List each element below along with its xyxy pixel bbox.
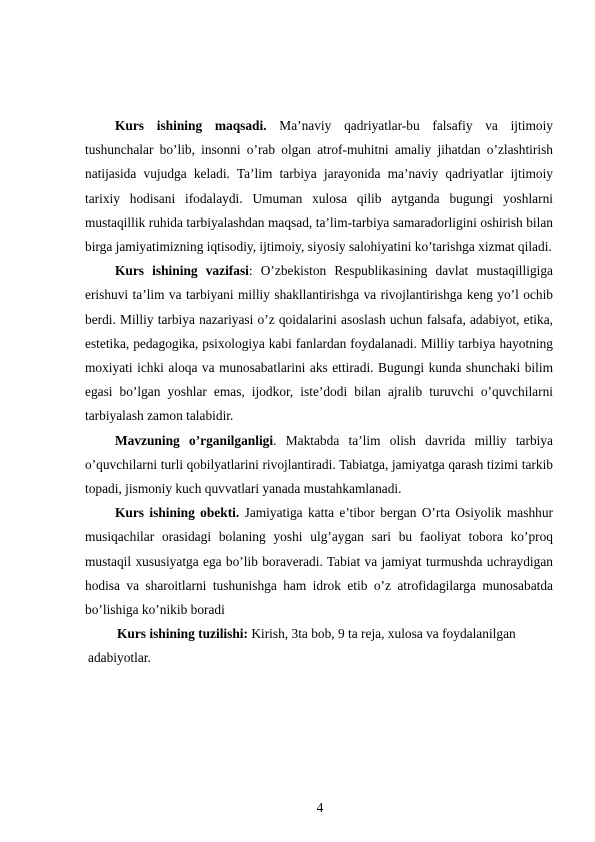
paragraph-obekti (85, 501, 553, 622)
text-organilganligi: . Maktabda ta’lim olish davrida milliy tarbiya o’quvchilarni turli qobilyatlarini rivojlantiradi. Tabiatga, jamiyatga qarash tizimi tarkib topadi, jismoniy kuch quvvatlari yanada mustahkamlanadi. (85, 432, 553, 497)
page-number: 4 (316, 800, 324, 815)
heading-maqsadi: Kurs ishining maqsadi. (115, 118, 267, 133)
paragraph-vazifasi (85, 259, 553, 428)
text-vazifasi: : O’zbekiston Respublikasining davlat mustaqilligiga erishuvi ta’lim va tarbiyani milliy shakllantirishga va rivojlantirishga keng yo’l ochib berdi. Milliy tarbiya nazariyasi o’z qoidalarini asoslash uchun falsafa, adabiyot, etika, estetika, pedagogika, psixologiya kabi fanlardan foydalanadi. Milliy tarbiya hayotning moxiyati ichki aloqa va munosabatlarini aks ettiradi. Bugungi kunda shunchaki bilim egasi bo’lgan yoshlar emas, ijodkor, iste’dodi bilan ajralib turuvchi o’quvchilarni tarbiyalash zamon talabidir. (85, 263, 554, 424)
text-tuzilishi: Kirish, 3ta bob, 9 ta reja, xulosa va foydalanilgan adabiyotlar. (88, 626, 516, 666)
heading-vazifasi: Kurs ishining vazifasi (115, 263, 249, 279)
text-obekti: Jamiyatiga katta e’tibor bergan O’rta Osiyolik mashhur musiqachilar orasidagi bolaning yoshi ulg’aygan sari bu faoliyat tobora ko’proq mustaqil xususiyatga ega bo’lib boraveradi. Tabiat va jamiyat turmushda uchraydigan hodisa va sharoitlarni tushunishga ham idrok etib o’z atrofidagilarga munosabatda bo’lishiga ko’nikib boradi (85, 505, 553, 618)
heading-tuzilishi: Kurs ishining tuzilishi: (117, 626, 248, 642)
text-maqsadi: Ma’naviy qadriyatlar-bu falsafiy va ijtimoiy tushunchalar bo’lib, insonni o’rab olgan atrof-muhitni amaliy jihatdan o’zlashtirish natijasida vujudga keladi. Ta’lim tarbiya jarayonida ma’naviy qadriyatlar ijtimoiy tarixiy hodisani ifodalaydi. Umuman xulosa qilib aytganda bugungi yoshlarni mustaqillik ruhida tarbiyalashdan maqsad, ta’lim-tarbiya samaradorligini oshirish bilan birga jamiyatimizning iqtisodiy, ijtimoiy, siyosiy salohiyatini ko’tarishga xizmat qiladi. (85, 118, 553, 255)
paragraph-tuzilishi (85, 622, 528, 670)
paragraph-organilganligi (85, 429, 553, 502)
heading-organilganligi: Mavzuning o’rganilganligi (115, 432, 274, 448)
paragraph-maqsadi (85, 114, 553, 259)
document-body (85, 114, 553, 671)
heading-obekti: Kurs ishining obekti. (115, 505, 240, 521)
